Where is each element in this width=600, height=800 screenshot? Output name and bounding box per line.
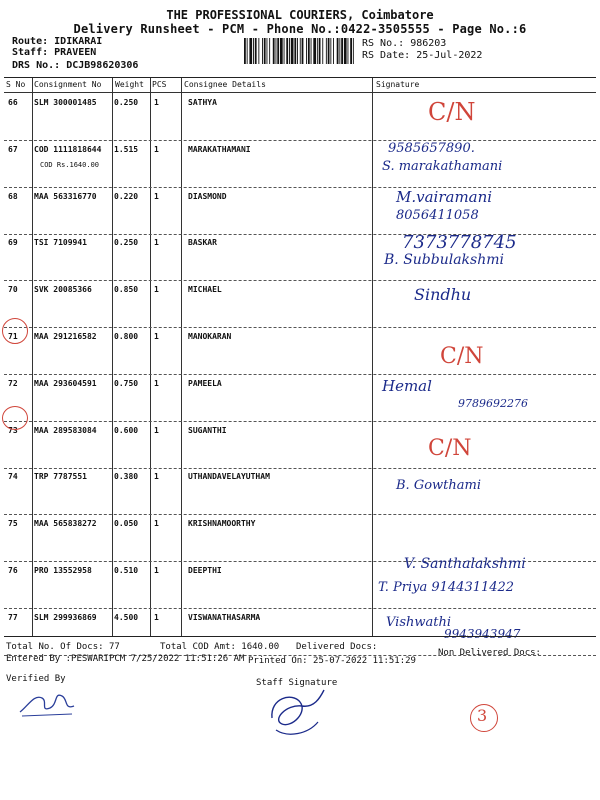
row-signature: V. Santhalakshmi (404, 556, 526, 572)
barcode-bar (350, 38, 352, 64)
barcode-bar (255, 38, 257, 64)
row-consignee: PAMEELA (188, 378, 222, 388)
runsheet-subtitle: Delivery Runsheet - PCM - Phone No.:0422-3505555 - Page No.:6 (73, 22, 527, 36)
row-signature: C/N (428, 98, 476, 126)
row-sno: 72 (8, 378, 18, 388)
row-weight: 0.380 (114, 472, 139, 482)
barcode-bar (319, 38, 321, 64)
barcode-bar (294, 38, 296, 64)
barcode-bar (273, 38, 275, 64)
barcode-bar (286, 38, 288, 64)
total-cod: Total COD Amt: 1640.00 (160, 642, 280, 652)
row-pcs: 1 (154, 98, 159, 107)
row-consignment: TSI 7109941 (34, 238, 87, 248)
row-consignment: MAA 291216582 (34, 332, 97, 341)
row-pcs: 1 (154, 238, 159, 248)
row-cod-amount: COD Rs.1640.00 (40, 160, 100, 169)
row-consignee: BASKAR (188, 238, 217, 248)
col-consignment: Consignment No (34, 80, 102, 89)
row-consignment: TRP 7787551 (34, 472, 87, 482)
barcode-bar (353, 38, 354, 64)
table-row (4, 468, 596, 515)
row-pcs: 1 (154, 332, 159, 341)
row-weight: 0.750 (114, 378, 139, 388)
col-pcs: PCS (152, 80, 167, 89)
row-pcs: 1 (154, 378, 159, 388)
rs-no-line (362, 38, 446, 49)
row-signature: M.vairamani (396, 187, 493, 206)
row-consignee: MICHAEL (188, 285, 222, 295)
table-row (4, 328, 596, 375)
row-weight: 0.220 (114, 191, 139, 201)
table-row (4, 94, 596, 141)
row-sno: 74 (8, 472, 18, 482)
row-sno: 75 (8, 519, 18, 529)
row-pcs: 1 (154, 144, 159, 154)
barcode-bar (317, 38, 318, 64)
row-consignment: MAA 289583084 (34, 425, 97, 435)
route-label: Route: (12, 36, 49, 47)
row-weight: 4.500 (114, 612, 139, 622)
barcode-bar (262, 38, 263, 64)
row-weight: 0.600 (114, 425, 139, 435)
barcode-bar (244, 38, 246, 64)
table-row (4, 188, 596, 235)
rs-date-label: RS Date: (362, 50, 411, 61)
rs-date-value: 25-Jul-2022 (416, 50, 483, 61)
row-consignee: SATHYA (188, 98, 217, 107)
row-signature: Hemal (382, 376, 432, 395)
verified-by-label: Verified By (6, 674, 66, 684)
row-pcs: 1 (154, 519, 159, 529)
row-consignment: MAA 293604591 (34, 378, 97, 388)
header-rule (4, 92, 596, 93)
table-row (4, 141, 596, 188)
row-signature-note: T. Priya 9144311422 (378, 580, 515, 595)
row-signature: C/N (428, 435, 472, 461)
row-73-circle-mark (2, 406, 28, 430)
barcode-bar (291, 38, 294, 64)
row-sno: 67 (8, 144, 18, 154)
route-line (12, 36, 102, 47)
staff-signature-label: Staff Signature (256, 678, 338, 688)
row-consignee: MARAKATHAMANI (188, 144, 251, 154)
barcode-bar (333, 38, 334, 64)
verifier-signature-scribble (14, 684, 80, 720)
barcode-bar (269, 38, 270, 64)
barcode-bar (249, 38, 252, 64)
row-signature: Vishwathi (386, 614, 451, 630)
col-signature: Signature (376, 80, 420, 89)
col-consignee: Consignee Details (184, 80, 266, 89)
barcode-bar (306, 38, 307, 64)
row-consignment: SLM 299936869 (34, 612, 97, 622)
row-consignee: KRISHNAMOORTHY (188, 519, 256, 529)
row-signature: C/N (440, 344, 484, 369)
row-consignee: DIASMOND (188, 191, 227, 201)
rs-no-label: RS No.: (362, 38, 405, 49)
row-weight: 0.050 (114, 519, 139, 529)
barcode-bar (276, 38, 277, 64)
company-title: THE PROFESSIONAL COURIERS, Coimbatore (166, 8, 434, 22)
row-signature: 7373778745 (402, 232, 517, 254)
row-consignee: DEEPTHI (188, 566, 222, 575)
row-pcs: 1 (154, 285, 159, 295)
barcode-bar (300, 38, 301, 64)
route-value: IDIKARAI (54, 36, 103, 47)
drs-value: DCJB98620306 (66, 60, 139, 71)
row-sno: 68 (8, 191, 18, 201)
row-signature-note: 8056411058 (396, 207, 479, 223)
row-consignment: PRO 13552958 (34, 566, 92, 575)
row-sno: 76 (8, 566, 18, 575)
row-signature: 9585657890. (388, 140, 475, 156)
row-pcs: 1 (154, 566, 159, 575)
row-consignment: MAA 563316770 (34, 191, 97, 201)
barcode-bar (258, 38, 259, 64)
barcode-bar (326, 38, 327, 64)
barcode-bar (253, 38, 254, 64)
row-signature-note: 9789692276 (458, 396, 528, 410)
col-sno: S No (6, 80, 26, 89)
barcode-bar (297, 38, 298, 64)
barcode-bar (313, 38, 316, 64)
barcode-bar (344, 38, 347, 64)
row-pcs: 1 (154, 472, 159, 482)
row-weight: 0.250 (114, 238, 139, 248)
barcode-bar (302, 38, 304, 64)
row-signature: B. Gowthami (396, 478, 481, 494)
row-consignee: VISWANATHASARMA (188, 612, 261, 622)
rs-no-value: 986203 (410, 38, 447, 49)
barcode-bar (330, 38, 331, 64)
row-sno: 71 (8, 332, 18, 341)
barcode-bar (277, 38, 279, 64)
total-docs: Total No. Of Docs: 77 (6, 642, 120, 652)
table-row (4, 234, 596, 281)
row-consignee: MANOKARAN (188, 332, 232, 341)
staff-value: PRAVEEN (54, 47, 97, 58)
barcode-bar (322, 38, 323, 64)
delivered-docs: Delivered Docs: (296, 642, 378, 652)
row-weight: 0.510 (114, 566, 139, 575)
row-consignee: UTHANDAVELAYUTHAM (188, 472, 270, 482)
table-row (4, 375, 596, 422)
barcode-bar (339, 38, 340, 64)
row-signature-note: B. Subbulakshmi (384, 252, 504, 269)
barcode-image (244, 38, 354, 64)
barcode-bar (284, 38, 285, 64)
table-top-rule (4, 77, 596, 78)
row-sno: 66 (8, 98, 18, 107)
row-signature-note: S. marakathamani (382, 158, 503, 174)
printed-on: Printed On: 25-07-2022 11:51:29 (248, 656, 416, 666)
row-weight: 1.515 (114, 144, 139, 154)
page-mark-number: 3 (477, 706, 488, 725)
barcode-bar (264, 38, 266, 64)
row-consignment: MAA 565838272 (34, 519, 97, 529)
table-bottom-rule (4, 636, 596, 637)
barcode-bar (348, 38, 349, 64)
table-row (4, 422, 596, 469)
barcode-bar (267, 38, 268, 64)
row-sno: 77 (8, 612, 18, 622)
row-consignment: SVK 20085366 (34, 285, 92, 295)
row-weight: 0.250 (114, 98, 139, 107)
row-sno: 69 (8, 238, 18, 248)
barcode-bar (337, 38, 339, 64)
barcode-bar (289, 38, 290, 64)
barcode-bar (311, 38, 312, 64)
row-pcs: 1 (154, 191, 159, 201)
rs-date-line (362, 50, 482, 61)
table-row (4, 556, 596, 609)
staff-signature-scribble (262, 684, 336, 742)
entered-by: Entered By :PESWARIPCM 7/25/2022 11:51:26 AM (6, 654, 245, 664)
barcode-bar (341, 38, 343, 64)
staff-line (12, 47, 96, 58)
row-sno: 73 (8, 425, 18, 435)
barcode-bar (328, 38, 330, 64)
row-consignment: SLM 300001485 (34, 98, 97, 107)
row-pcs: 1 (154, 425, 159, 435)
row-weight: 0.800 (114, 332, 139, 341)
row-signature: Sindhu (414, 285, 472, 305)
staff-label: Staff: (12, 47, 49, 58)
table-row (4, 281, 596, 328)
col-weight: Weight (115, 80, 144, 89)
barcode-bar (308, 38, 310, 64)
barcode-bar (280, 38, 283, 64)
drs-label: DRS No.: (12, 60, 61, 71)
row-pcs: 1 (154, 612, 159, 622)
non-delivered-docs: Non Delivered Docs: (438, 648, 541, 658)
row-signature-note: 9943943947 (444, 626, 521, 641)
row-weight: 0.850 (114, 285, 139, 295)
row-sno: 70 (8, 285, 18, 295)
barcode-bar (247, 38, 248, 64)
row-consignee: SUGANTHI (188, 425, 227, 435)
row-71-circle-mark (2, 318, 28, 344)
drs-line (12, 60, 138, 71)
row-consignment: COD 1111818644 (34, 144, 102, 154)
